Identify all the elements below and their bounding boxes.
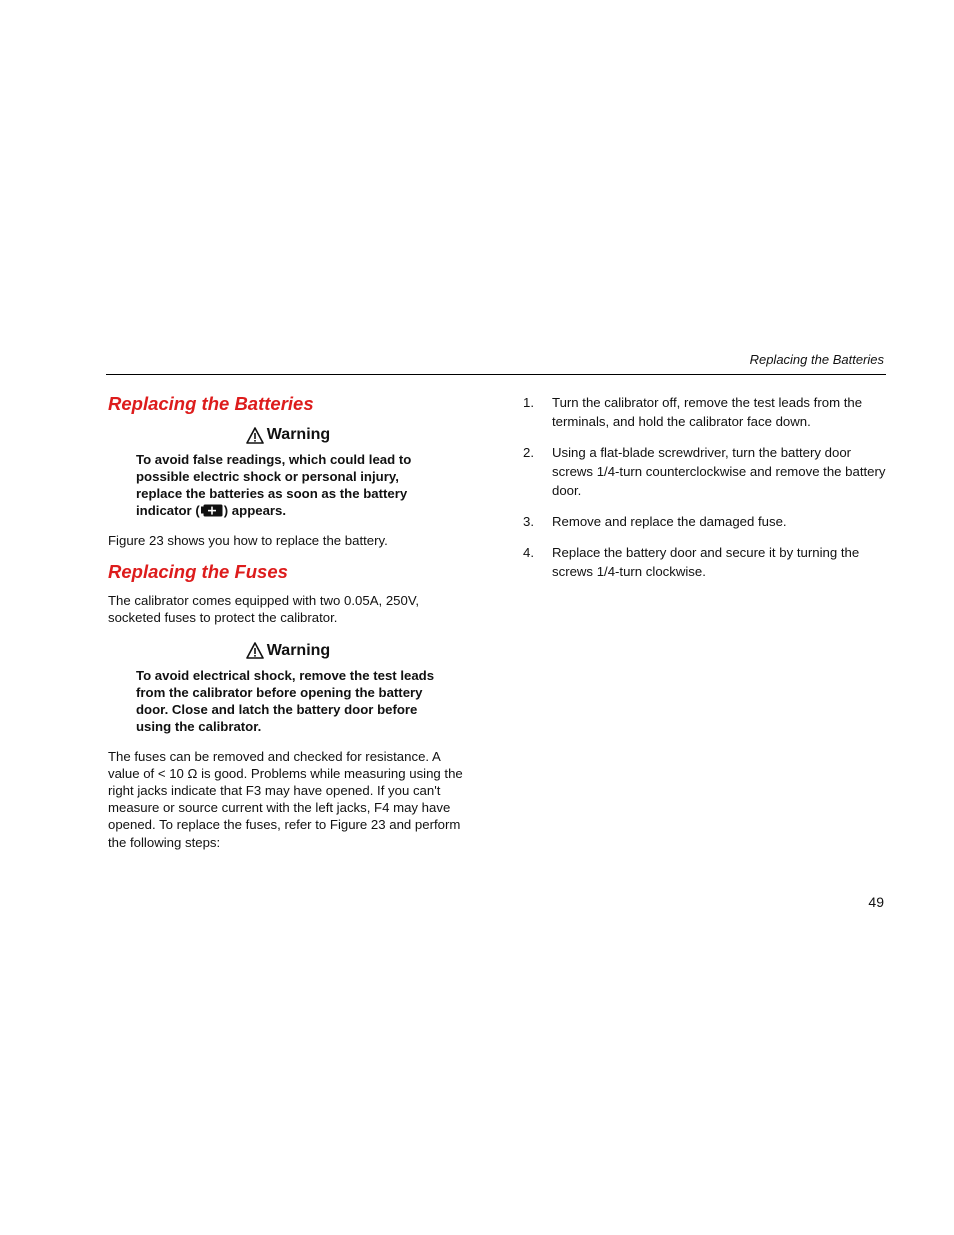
step-number: 3. — [523, 514, 534, 529]
warning-label: Warning — [266, 426, 331, 443]
heading-replacing-fuses: Replacing the Fuses — [108, 561, 288, 583]
step-number: 2. — [523, 445, 534, 460]
left-column — [108, 393, 468, 851]
warning-text-part1: To avoid false readings, which could lead to possible electric shock or personal injury, replace the batteries as soon as the battery indicator ( — [136, 452, 412, 518]
running-header: Replacing the Batteries — [749, 352, 884, 367]
warning-triangle-icon — [246, 642, 264, 659]
step-text: Remove and replace the damaged fuse. — [552, 514, 787, 529]
page-number: 49 — [868, 894, 884, 910]
warning-label: Warning — [266, 641, 331, 659]
header-rule — [106, 374, 886, 375]
warning-title-batteries — [108, 425, 468, 445]
warning-text-fuses: To avoid electrical shock, remove the test leads from the calibrator before opening the battery door. Close and latch the battery door before using the calibrator. — [136, 667, 435, 734]
list-item — [523, 512, 888, 531]
fuses-intro: The calibrator comes equipped with two 0.05A, 250V, socketed fuses to protect the calibrator. — [108, 593, 420, 626]
step-text: Turn the calibrator off, remove the test leads from the terminals, and hold the calibrator face down. — [552, 395, 863, 429]
step-text: Replace the battery door and secure it by turning the screws 1/4-turn clockwise. — [552, 545, 860, 579]
step-text: Using a flat-blade screwdriver, turn the battery door screws 1/4-turn counterclockwise and remove the battery door. — [552, 445, 886, 498]
figure-note: Figure 23 shows you how to replace the battery. — [108, 533, 388, 548]
warning-title-fuses — [108, 641, 468, 661]
battery-indicator-icon — [201, 504, 223, 517]
warning-text-batteries — [136, 451, 441, 519]
step-number: 1. — [523, 395, 534, 410]
warning-triangle-icon — [246, 427, 264, 444]
steps-list — [523, 393, 888, 581]
list-item — [523, 443, 888, 500]
list-item — [523, 543, 888, 581]
heading-replacing-batteries: Replacing the Batteries — [108, 393, 314, 414]
list-item — [523, 393, 888, 431]
right-column — [523, 393, 888, 581]
step-number: 4. — [523, 545, 534, 560]
warning-text-part2: ) appears. — [223, 503, 287, 518]
fuses-body: The fuses can be removed and checked for resistance. A value of < 10 Ω is good. Problems while measuring using the right jacks indicate that F3 may have opened. If you can't measure or source current with the left jacks, F4 may have opened. To replace the fuses, refer to Figure 23 and perform the following steps: — [108, 748, 463, 850]
